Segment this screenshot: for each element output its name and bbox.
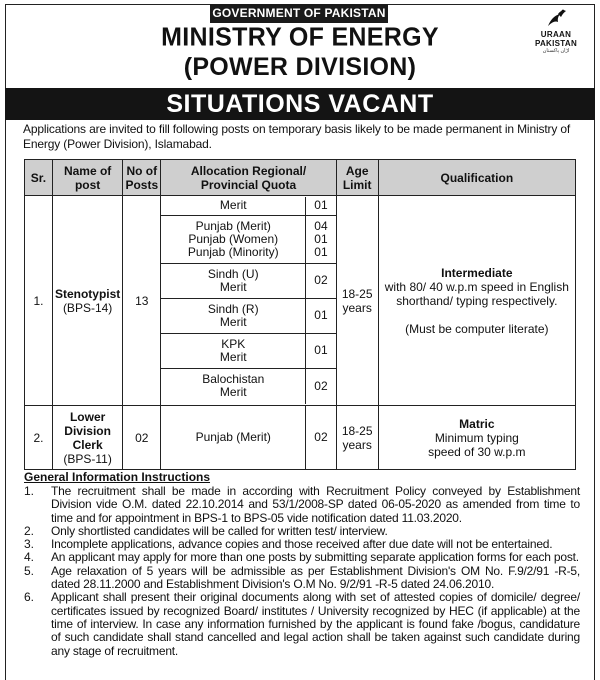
item-number: 2. <box>24 523 35 538</box>
row-post <box>52 196 122 406</box>
quota-table <box>161 406 335 469</box>
qualification-line: speed of 30 w.p.m <box>428 444 526 459</box>
list-item <box>24 538 580 551</box>
item-number: 3. <box>24 537 35 552</box>
age-range: 18-25 <box>341 423 373 438</box>
quota-region <box>161 263 305 298</box>
header-age: Age Limit <box>336 160 378 196</box>
post-name-line: Division <box>64 423 111 438</box>
quota-row <box>161 263 335 298</box>
quota-region-line: Punjab (Minority) <box>187 244 279 259</box>
quota-region-line: Merit <box>219 279 247 294</box>
row-age <box>336 196 378 406</box>
header-num-posts: No of Posts <box>123 160 161 196</box>
logo-text-urdu: اڑان پاکستان <box>542 48 570 54</box>
instructions-list <box>24 485 580 658</box>
quota-row <box>161 368 335 404</box>
posts-table <box>24 159 576 470</box>
row-quota <box>161 196 336 406</box>
quota-region-line: Merit <box>219 385 247 400</box>
instructions-title: General Information Instructions <box>24 470 211 484</box>
item-number: 4. <box>24 550 35 565</box>
item-number: 5. <box>24 563 35 578</box>
quota-region-line: KPK <box>221 336 246 351</box>
bird-icon <box>544 8 568 30</box>
list-item <box>24 551 580 564</box>
quota-row <box>161 298 335 333</box>
post-name: Stenotypist <box>54 286 121 301</box>
quota-region <box>161 298 305 333</box>
quota-region-line: Punjab (Women) <box>188 231 279 246</box>
item-text: The recruitment shall be made in according with Recruitment Policy conveyed by Establishment Division vide O.M. dated 22.10.2014 and 53/1/2008-SP dated 06-05-2020 as amended from time to time and for appointment in BPS-1 to BPS-05 vide notification dated 11.03.2020. <box>51 484 580 525</box>
quota-table <box>161 197 335 404</box>
quota-value: 02 <box>306 263 336 298</box>
header-sr: Sr. <box>25 160 53 196</box>
age-range: 18-25 <box>341 286 373 301</box>
qualification-note: (Must be computer literate) <box>405 321 549 336</box>
intro-paragraph: Applications are invited to fill following posts on temporary basis likely to be made permanent in Ministry of Energy (Power Division), Islamabad. <box>23 122 571 151</box>
quota-region-line: Sindh (R) <box>207 301 259 316</box>
quota-value: 01 <box>306 298 336 333</box>
qualification-title: Intermediate <box>441 265 513 280</box>
quota-region-line: Merit <box>219 349 247 364</box>
quota-value-line: 04 <box>314 218 328 233</box>
header-post: Name of post <box>52 160 122 196</box>
quota-value: 01 <box>306 333 336 368</box>
quota-region-line: Sindh (U) <box>207 266 259 281</box>
list-item <box>24 485 580 525</box>
quota-row <box>161 197 335 215</box>
item-text: Age relaxation of 5 years will be admissible as per Establishment Division's OM No. F.9/2/91 -R-5, dated 28.11.2000 and Establishment Division's O.M No. 9/2/91 -R-5 dated 24.06.2010. <box>51 563 580 592</box>
row-num-posts: 13 <box>123 196 161 406</box>
quota-value: 02 <box>306 406 336 469</box>
row-sr: 1. <box>25 196 53 406</box>
item-text: An applicant may apply for more than one posts by submitting separate application forms for each post. <box>51 550 579 565</box>
division-title: (POWER DIVISION) <box>183 53 417 81</box>
uraan-pakistan-logo <box>522 8 590 66</box>
list-item <box>24 565 580 592</box>
item-text: Only shortlisted candidates will be called for written test/ interview. <box>51 523 388 538</box>
quota-value: 01 <box>306 197 336 215</box>
logo-text-pakistan: PAKISTAN <box>534 39 578 48</box>
quota-row <box>161 215 335 263</box>
quota-value-line: 01 <box>314 231 328 246</box>
row-qualification <box>378 406 575 470</box>
table-row <box>25 406 576 470</box>
ministry-title: MINISTRY OF ENERGY <box>161 22 439 52</box>
quota-value <box>306 215 336 263</box>
quota-region-line: Balochistan <box>202 372 265 387</box>
quota-value-line: 01 <box>314 244 328 259</box>
quota-region: Punjab (Merit) <box>195 430 271 444</box>
quota-value: 02 <box>306 368 336 404</box>
quota-row <box>161 333 335 368</box>
row-age <box>336 406 378 470</box>
header-qualification: Qualification <box>378 160 575 196</box>
post-name-line: Lower <box>69 409 106 424</box>
qualification-title: Matric <box>459 416 495 431</box>
post-bps: (BPS-14) <box>62 300 113 315</box>
row-qualification <box>378 196 575 406</box>
post-bps: (BPS-11) <box>63 451 112 466</box>
list-item <box>24 591 580 657</box>
row-sr: 2. <box>25 406 53 470</box>
table-row <box>25 196 576 406</box>
qualification-line: Minimum typing <box>434 430 519 445</box>
row-post <box>52 406 122 470</box>
quota-region: Merit <box>161 197 305 215</box>
age-unit: years <box>342 300 372 315</box>
quota-region-line: Merit <box>219 314 247 329</box>
quota-region-line: Punjab (Merit) <box>195 218 271 233</box>
item-text: Incomplete applications, advance copies and those received after due date will not be entertained. <box>51 537 553 552</box>
government-badge: GOVERNMENT OF PAKISTAN <box>210 4 388 23</box>
qualification-line: shorthand/ typing respectively. <box>396 293 558 308</box>
quota-region <box>161 333 305 368</box>
row-num-posts: 02 <box>123 406 161 470</box>
quota-region <box>161 215 305 263</box>
header-quota: Allocation Regional/ Provincial Quota <box>161 160 336 196</box>
list-item <box>24 525 580 538</box>
item-number: 6. <box>24 590 35 605</box>
quota-region <box>161 368 305 404</box>
age-unit: years <box>342 437 372 452</box>
row-quota <box>161 406 336 470</box>
quota-row <box>161 406 335 469</box>
situations-vacant-banner: SITUATIONS VACANT <box>5 88 595 120</box>
item-text: Applicant shall present their original documents along with set of attested copies of domicile/ degree/ certificates issued by recognized Board/ institutes / University recognized by HEC (if applicable) at the time of interview. In case any information furnished by the applicant is found fake /bogus, candidature of such candidate shall stand cancelled and legal action shall be taken against such candidate during any stage of recruitment. <box>51 590 580 658</box>
qualification-line: with 80/ 40 w.p.m speed in English <box>384 279 569 294</box>
item-number: 1. <box>24 484 35 498</box>
table-header-row <box>25 160 576 196</box>
logo-text-uraan: URAAN <box>540 30 572 39</box>
post-name-line: Clerk <box>72 437 103 452</box>
